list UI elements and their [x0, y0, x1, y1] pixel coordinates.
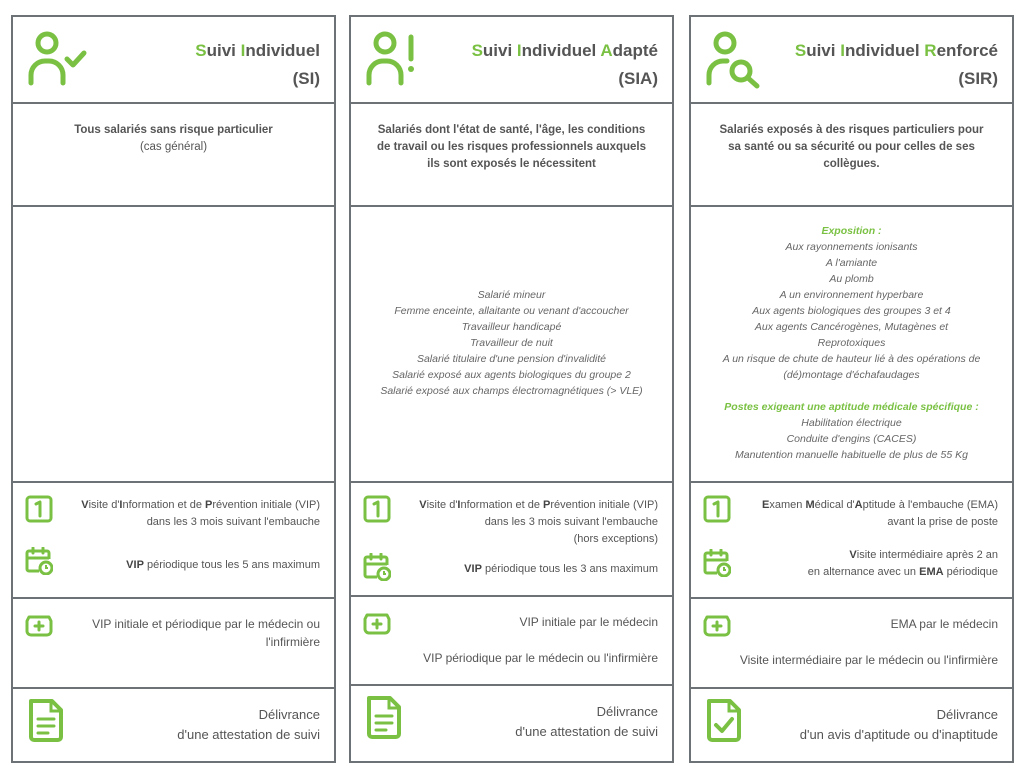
user-search-icon [705, 29, 765, 89]
column-sia [349, 15, 674, 763]
population-sir: Salariés exposés à des risques particuliers pour sa santé ou sa sécurité ou pour celles de ses collègues. [691, 104, 1012, 207]
calendar-one-icon [363, 495, 391, 523]
title-line1: Suivi Individuel Adapté [471, 41, 658, 60]
document-icon [27, 697, 65, 743]
user-check-icon [27, 29, 87, 89]
title-abbr: (SIR) [958, 69, 998, 88]
medical-bag-icon [25, 613, 53, 637]
user-alert-icon [365, 29, 425, 89]
title-sir [795, 37, 998, 93]
visit-ema: Examen Médical d'Aptitude à l'embauche (EMA) avant la prise de poste [691, 493, 1012, 533]
column-sir [689, 15, 1014, 763]
document-icon [365, 694, 403, 740]
calendar-one-icon [703, 495, 731, 523]
title-line1: Suivi Individuel Renforcé [794, 41, 998, 60]
visits-sir [691, 483, 1012, 599]
visit-initial: Visite d'Information et de Prévention initiale (VIP) dans les 3 mois suivant l'embauche [13, 493, 334, 533]
visit-periodic: VIP périodique tous les 3 ans maximum [351, 553, 672, 589]
title-abbr: (SIA) [618, 69, 658, 88]
actors-sir: EMA par le médecin Visite intermédiaire par le médecin ou l'infirmière [691, 599, 1012, 689]
title-sia [472, 37, 658, 93]
header-si [13, 17, 334, 104]
document-check-icon [705, 697, 743, 743]
header-sir [691, 17, 1012, 104]
visit-periodic: VIP périodique tous les 5 ans maximum [13, 545, 334, 585]
population-si: Tous salariés sans risque particulier (cas général) [13, 104, 334, 207]
title-si [195, 37, 320, 93]
header-sia [351, 17, 672, 104]
calendar-clock-icon [25, 547, 53, 575]
criteria-si [13, 207, 334, 483]
delivery-sir: Délivrance d'un avis d'aptitude ou d'inaptitude [691, 689, 1012, 761]
criteria-heading-postes: Postes exigeant une aptitude médicale spécifique : [724, 401, 979, 413]
medical-bag-icon [363, 611, 391, 635]
criteria-sia: Salarié mineur Femme enceinte, allaitante ou venant d'accoucher Travailleur handicapé Travailleur de nuit Salarié titulaire d'une pension d'invalidité Salarié exposé aux agents biologiques du groupe 2 Salarié exposé aux champs électromagnétiques (> VLE) [351, 207, 672, 483]
column-si [11, 15, 336, 763]
actors-sia: VIP initiale par le médecin VIP périodique par le médecin ou l'infirmière [351, 597, 672, 686]
population-sia: Salariés dont l'état de santé, l'âge, les conditions de travail ou les risques professionnels auxquels ils sont exposés le nécessitent [351, 104, 672, 207]
title-abbr: (SI) [292, 69, 320, 88]
criteria-heading-exposition: Exposition : [821, 225, 882, 237]
title-line1: Suivi Individuel [195, 41, 320, 60]
criteria-sir: Exposition : Aux rayonnements ionisants A l'amiante Au plomb A un environnement hyperbare Aux agents biologiques des groupes 3 et 4 Aux agents Cancérogènes, Mutagènes et Reprotoxiques A un risque de chute de hauteur lié à des opérations de (dé)montage d'échafaudages Postes exigeant une aptitude médicale spécifique : Habilitation électrique Conduite d'engins (CACES) Manutention manuelle habituelle de plus de 55 Kg [691, 207, 1012, 483]
visit-intermediate: Visite intermédiaire après 2 an en alternance avec un EMA périodique [691, 543, 1012, 587]
visit-initial: Visite d'Information et de Prévention initiale (VIP) dans les 3 mois suivant l'embauche (hors exceptions) [351, 493, 672, 545]
calendar-clock-icon [363, 553, 391, 581]
delivery-sia: Délivrance d'une attestation de suivi [351, 686, 672, 761]
medical-bag-icon [703, 613, 731, 637]
calendar-clock-icon [703, 549, 731, 577]
visits-si [13, 483, 334, 599]
visits-sia [351, 483, 672, 597]
actors-si: VIP initiale et périodique par le médecin ou l'infirmière [13, 599, 334, 689]
calendar-one-icon [25, 495, 53, 523]
delivery-si: Délivrance d'une attestation de suivi [13, 689, 334, 761]
